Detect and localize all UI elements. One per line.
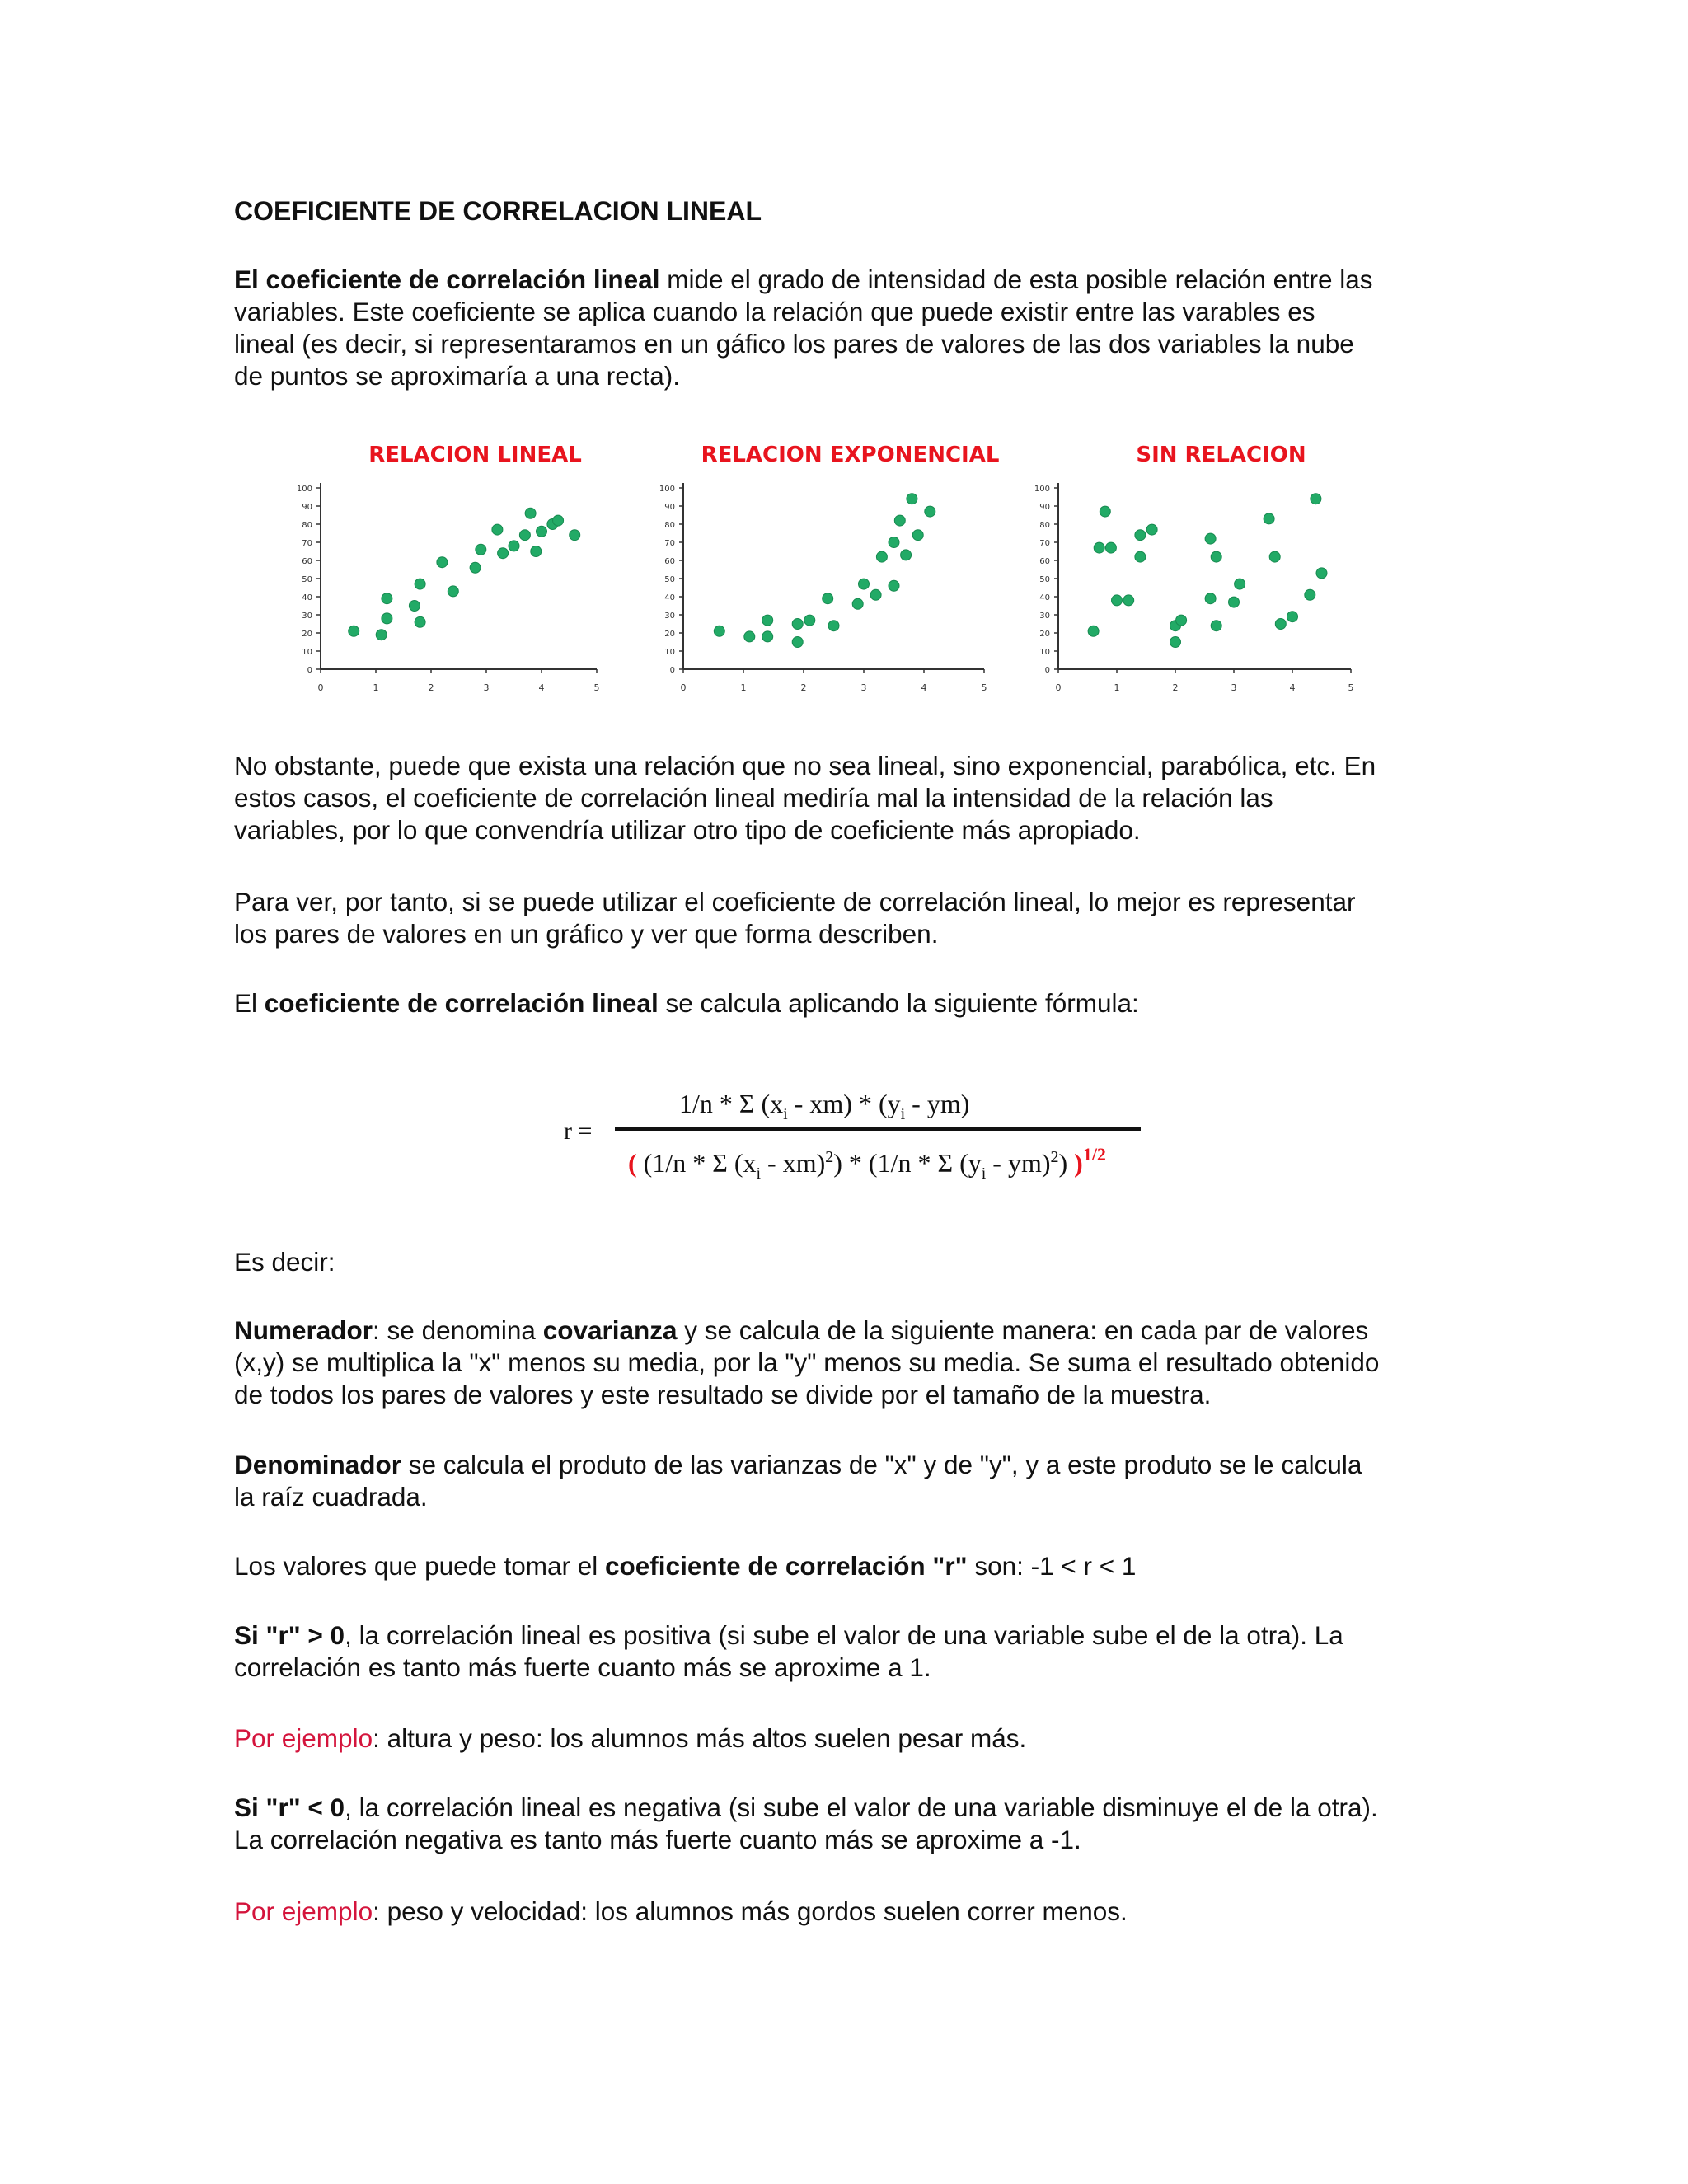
data-point xyxy=(889,537,899,548)
y-tick-label: 20 xyxy=(664,630,675,639)
x-tick-label: 5 xyxy=(1348,682,1354,693)
y-tick-label: 90 xyxy=(302,503,312,512)
data-point xyxy=(744,631,755,642)
x-tick-label: 0 xyxy=(317,682,324,693)
data-point xyxy=(1112,595,1123,606)
data-point xyxy=(415,579,425,589)
formula-denominator: ( (1/n * Σ $(x_i - xm)^2) * (1/n$ * Σ $(y_i - ym)^2$) )$^{1/2}$ xyxy=(628,1144,1106,1183)
y-tick-label: 80 xyxy=(1039,521,1050,530)
y-tick-label: 80 xyxy=(664,521,675,530)
paragraph-valores-r: Los valores que puede tomar el coeficiente de correlación "r" son: -1 < r < 1 xyxy=(234,1551,1137,1581)
data-point xyxy=(1305,589,1315,600)
formula-lhs: r = xyxy=(564,1118,593,1145)
data-point xyxy=(852,598,863,609)
data-point xyxy=(828,621,839,631)
data-point xyxy=(1311,494,1321,504)
y-tick-label: 70 xyxy=(302,539,312,548)
y-tick-label: 70 xyxy=(664,539,675,548)
y-tick-label: 100 xyxy=(1034,485,1050,494)
data-point xyxy=(889,580,899,591)
bold-term: coeficiente de correlación lineal xyxy=(264,988,659,1018)
x-tick-label: 2 xyxy=(1172,682,1179,693)
data-point xyxy=(714,626,724,636)
data-point xyxy=(870,589,881,600)
y-tick-label: 60 xyxy=(664,557,675,566)
x-tick-label: 5 xyxy=(981,682,987,693)
y-tick-label: 40 xyxy=(302,593,312,602)
y-tick-label: 30 xyxy=(1039,612,1050,621)
data-point xyxy=(409,601,420,612)
data-point xyxy=(498,548,509,559)
data-point xyxy=(1316,568,1327,579)
paragraph-ejemplo-negativo: Por ejemplo: peso y velocidad: los alumnos más gordos suelen correr menos. xyxy=(234,1896,1128,1926)
data-point xyxy=(912,530,923,541)
chart-sin-relacion xyxy=(1021,437,1384,709)
data-point xyxy=(448,586,458,597)
data-point xyxy=(525,508,536,518)
data-point xyxy=(349,626,359,636)
data-point xyxy=(1264,513,1274,524)
x-tick-label: 5 xyxy=(593,682,600,693)
y-tick-label: 10 xyxy=(1039,648,1050,657)
y-tick-label: 100 xyxy=(659,485,675,494)
data-point xyxy=(1269,551,1280,562)
data-point xyxy=(1135,551,1146,562)
data-point xyxy=(1235,579,1245,589)
data-point xyxy=(762,631,773,642)
bold-term: El coeficiente de correlación lineal xyxy=(234,265,660,294)
data-point xyxy=(1094,542,1104,553)
y-tick-label: 90 xyxy=(1039,503,1050,512)
y-tick-label: 0 xyxy=(1044,666,1050,675)
data-point xyxy=(1205,533,1216,544)
y-tick-label: 10 xyxy=(302,648,312,657)
data-point xyxy=(1275,619,1286,630)
x-tick-label: 4 xyxy=(921,682,927,693)
y-tick-label: 80 xyxy=(302,521,312,530)
data-point xyxy=(415,616,425,627)
y-tick-label: 10 xyxy=(664,648,675,657)
data-point xyxy=(553,515,564,526)
chart-title: SIN RELACION xyxy=(1136,443,1306,467)
document-title: COEFICIENTE DE CORRELACION LINEAL xyxy=(234,196,762,226)
data-point xyxy=(901,550,912,560)
data-point xyxy=(1105,542,1116,553)
y-tick-label: 70 xyxy=(1039,539,1050,548)
data-point xyxy=(492,524,503,535)
data-point xyxy=(792,619,803,630)
data-point xyxy=(894,515,905,526)
paragraph-r-positivo: Si "r" > 0, la correlación lineal es positiva (si sube el valor de una variable sube el de la otra). La correlación es tanto más fuerte cuanto más se aproxime a 1. xyxy=(234,1620,1343,1682)
data-point xyxy=(376,630,387,640)
y-tick-label: 50 xyxy=(302,575,312,584)
data-point xyxy=(876,551,887,562)
paragraph-intro: El coeficiente de correlación lineal mide el grado de intensidad de esta posible relación entre las variables. Este coeficiente se aplica cuando la relación que puede existir entre las varables es lineal (es decir, si representaramos en un gáfico los pares de valores de las dos variables la nube de puntos se aproximaría a una recta). xyxy=(234,265,1373,391)
y-tick-label: 90 xyxy=(664,503,675,512)
y-tick-label: 50 xyxy=(664,575,675,584)
y-tick-label: 40 xyxy=(1039,593,1050,602)
data-point xyxy=(382,593,392,604)
x-tick-label: 2 xyxy=(800,682,807,693)
data-point xyxy=(859,579,870,589)
data-point xyxy=(1211,551,1221,562)
data-point xyxy=(437,557,448,568)
x-tick-label: 1 xyxy=(373,682,379,693)
chart-title: RELACION EXPONENCIAL xyxy=(701,443,1000,467)
x-tick-label: 2 xyxy=(428,682,434,693)
data-point xyxy=(509,541,519,551)
data-point xyxy=(762,615,773,626)
paragraph-para-ver: Para ver, por tanto, si se puede utilizar el coeficiente de correlación lineal, lo mejor es representar los pares de valores en un gráfico y ver que forma describen. xyxy=(234,887,1356,949)
data-point xyxy=(804,615,815,626)
paragraph-r-negativo: Si "r" < 0, la correlación lineal es negativa (si sube el valor de una variable disminuye el de la otra). La correlación negativa es tanto más fuerte cuanto más se aproxime a -1. xyxy=(234,1793,1378,1854)
example-label: Por ejemplo xyxy=(234,1723,373,1753)
y-tick-label: 0 xyxy=(307,666,312,675)
chart-relacion-lineal xyxy=(284,437,630,709)
data-point xyxy=(1146,524,1157,535)
x-tick-label: 3 xyxy=(860,682,867,693)
data-point xyxy=(1229,597,1240,607)
y-tick-label: 100 xyxy=(296,485,312,494)
x-tick-label: 3 xyxy=(483,682,490,693)
data-point xyxy=(570,530,580,541)
data-point xyxy=(925,506,935,517)
formula-numerator: 1/n * Σ $(x_i - xm) * (y_i - ym)$ xyxy=(679,1089,970,1123)
x-tick-label: 0 xyxy=(680,682,687,693)
y-tick-label: 0 xyxy=(669,666,675,675)
data-point xyxy=(907,494,917,504)
data-point xyxy=(1100,506,1110,517)
example-label: Por ejemplo xyxy=(234,1896,373,1926)
x-tick-label: 1 xyxy=(740,682,747,693)
x-tick-label: 1 xyxy=(1114,682,1120,693)
y-tick-label: 20 xyxy=(1039,630,1050,639)
chart-title: RELACION LINEAL xyxy=(368,443,582,467)
scatter-figures xyxy=(234,437,1462,709)
data-point xyxy=(1211,621,1221,631)
data-point xyxy=(1135,530,1146,541)
data-point xyxy=(1123,595,1134,606)
data-point xyxy=(823,593,833,604)
y-tick-label: 50 xyxy=(1039,575,1050,584)
y-tick-label: 30 xyxy=(664,612,675,621)
correlation-formula xyxy=(564,1071,1388,1203)
data-point xyxy=(1088,626,1099,636)
data-point xyxy=(382,613,392,624)
y-tick-label: 60 xyxy=(302,557,312,566)
data-point xyxy=(792,637,803,648)
data-point xyxy=(1287,612,1298,622)
paragraph-es-decir: Es decir: xyxy=(234,1247,335,1277)
paragraph-ejemplo-positivo: Por ejemplo: altura y peso: los alumnos más altos suelen pesar más. xyxy=(234,1723,1027,1753)
data-point xyxy=(1176,615,1187,626)
data-point xyxy=(1170,637,1181,648)
x-tick-label: 4 xyxy=(538,682,545,693)
data-point xyxy=(476,544,486,555)
data-point xyxy=(1205,593,1216,604)
paragraph-formula-intro: El coeficiente de correlación lineal se calcula aplicando la siguiente fórmula: xyxy=(234,988,1139,1018)
data-point xyxy=(537,526,547,537)
y-tick-label: 20 xyxy=(302,630,312,639)
paragraph-no-obstante: No obstante, puede que exista una relación que no sea lineal, sino exponencial, parabólica, etc. En estos casos, el coeficiente de correlación lineal mediría mal la intensidad de la relación las variables, por lo que convendría utilizar otro tipo de coeficiente más apropiado. xyxy=(234,751,1376,845)
y-tick-label: 30 xyxy=(302,612,312,621)
y-tick-label: 40 xyxy=(664,593,675,602)
paragraph-denominador: Denominador se calcula el produto de las varianzas de "x" y de "y", y a este produto se le calcula la raíz cuadrada. xyxy=(234,1450,1362,1511)
data-point xyxy=(470,562,481,573)
x-tick-label: 0 xyxy=(1055,682,1062,693)
x-tick-label: 3 xyxy=(1231,682,1237,693)
data-point xyxy=(531,546,542,557)
data-point xyxy=(519,530,530,541)
paragraph-numerador: Numerador: se denomina covarianza y se calcula de la siguiente manera: en cada par de valores (x,y) se multiplica la "x" menos su media, por la "y" menos su media. Se suma el resultado obtenido de todos los pares de valores y este resultado se divide por el tamaño de la muestra. xyxy=(234,1315,1380,1409)
chart-relacion-exponencial xyxy=(646,437,1017,709)
x-tick-label: 4 xyxy=(1289,682,1296,693)
y-tick-label: 60 xyxy=(1039,557,1050,566)
